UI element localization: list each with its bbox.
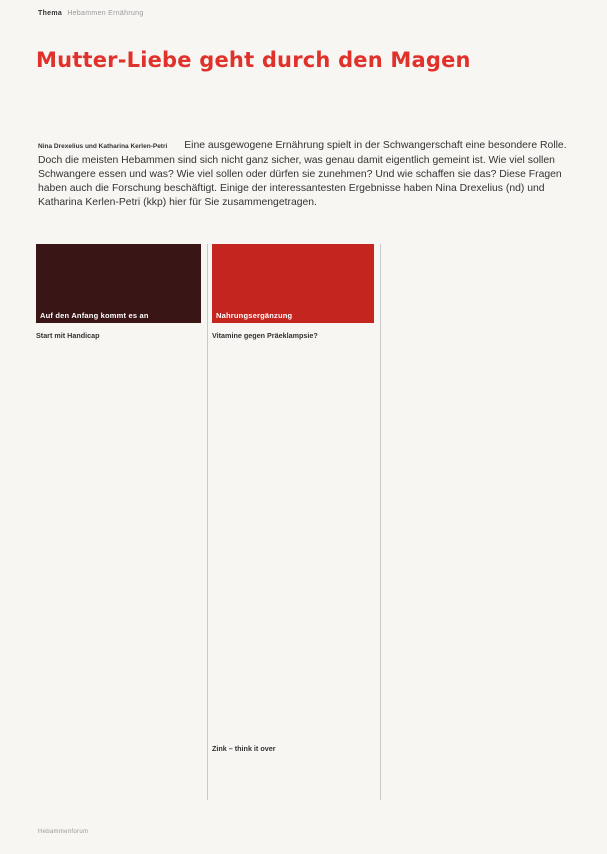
column-1-subhead: Start mit Handicap [36, 331, 100, 340]
column-1-heading: Auf den Anfang kommt es an [36, 309, 201, 323]
column-2-subhead-2: Zink – think it over [212, 744, 276, 753]
kicker-section: Thema [38, 10, 63, 17]
column-divider [207, 244, 208, 800]
page-footer: Hebammenforum [38, 829, 89, 835]
column-2-subhead: Vitamine gegen Präeklampsie? [212, 331, 318, 340]
column-2-text-lower [212, 744, 374, 754]
intro-lead [38, 139, 570, 210]
column-2-heading: Nahrungsergänzung [212, 309, 374, 323]
column-1-text [36, 331, 201, 341]
column-2-header-band [212, 244, 374, 309]
column-divider [380, 244, 381, 800]
kicker-topic: Hebammen Ernährung [67, 10, 144, 17]
kicker [38, 10, 144, 17]
lead-text: Eine ausgewogene Ernährung spielt in der Schwangerschaft eine besondere Rolle. Doch die meisten Hebammen sind sich nicht ganz sicher, was genau damit eigentlich gemeint ist. Wie viel sollen Schwangere essen und was? Wie viel sollen oder dürfen sie zunehmen? Und wie schaffen sie das? Diese Fragen haben auch die Forschung beschäftigt. Einige der interessantesten Ergebnisse haben Nina Drexelius (nd) und Katharina Kerlen-Petri (kkp) hier für Sie zusammengetragen. [38, 140, 567, 208]
column-2-text [212, 331, 374, 341]
page-title: Mutter-Liebe geht durch den Magen [36, 48, 471, 72]
column-1-header-band [36, 244, 201, 309]
author-line: Nina Drexelius und Katharina Kerlen-Petri [38, 143, 168, 150]
